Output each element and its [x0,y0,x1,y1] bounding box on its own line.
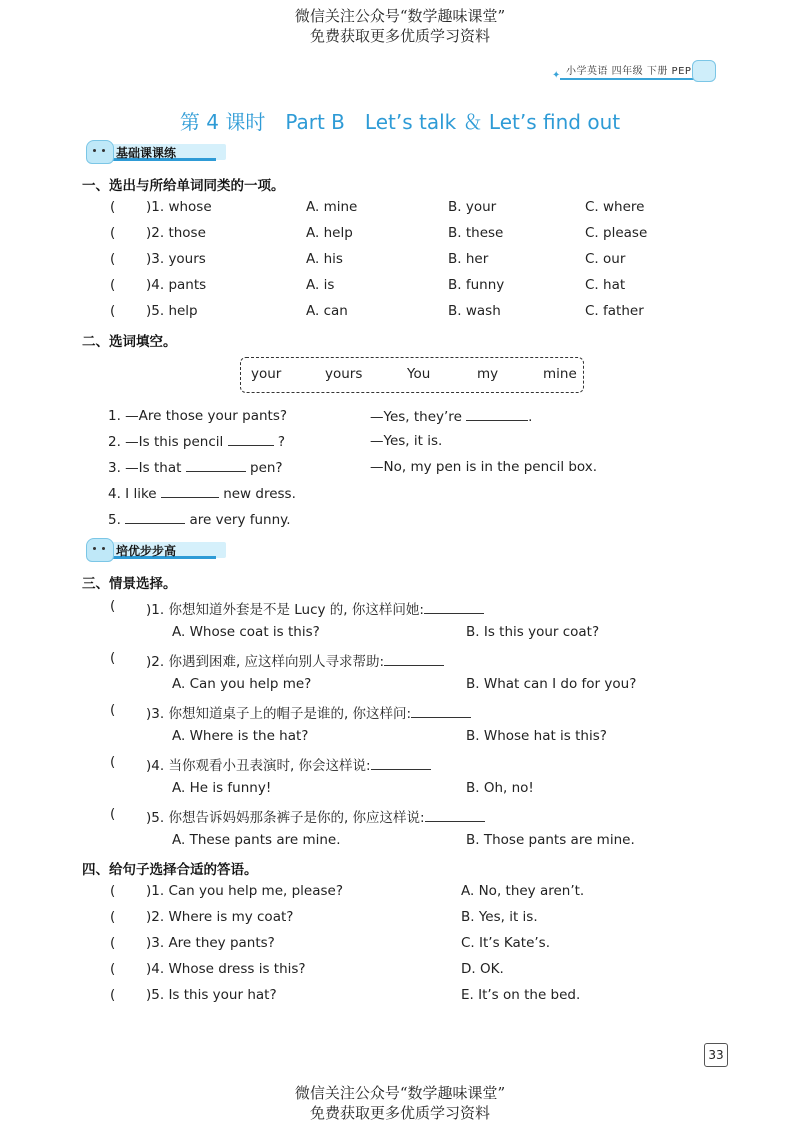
fill-blank[interactable] [411,705,471,718]
watermark-top [0,6,800,46]
star-icon: ✦ [552,70,561,81]
option-a: A. is [306,277,335,293]
section2-heading: 二、选词填空。 [82,334,177,350]
answer-paren[interactable]: ( [110,650,116,666]
item-question: 1. —Are those your pants? [108,408,288,424]
bear-icon [86,140,114,164]
answer-option: E. It’s on the bed. [461,987,581,1003]
item-answer: —Yes, they’re . [370,409,533,425]
word-bank-word: my [477,366,499,382]
fill-blank[interactable] [424,601,484,614]
item-question: )5. Is this your hat? [146,987,277,1003]
fill-blank[interactable] [228,433,274,446]
word-bank-word: yours [325,366,363,382]
option-c: C. our [585,251,626,267]
word-bank [240,357,584,393]
option-a: A. Where is the hat? [172,728,309,744]
option-b: B. Oh, no! [466,780,534,796]
answer-paren[interactable]: ( [110,754,116,770]
answer-paren[interactable]: ( [110,251,116,267]
item-question: )3. 你想知道桌子上的帽子是谁的, 你这样问: [146,702,471,722]
watermark-bottom [0,1083,800,1123]
item-question: )3. Are they pants? [146,935,275,951]
answer-paren[interactable]: ( [110,935,116,951]
word-bank-word: your [251,366,282,382]
fill-blank[interactable] [371,757,431,770]
answer-paren[interactable]: ( [110,277,116,293]
answer-paren[interactable]: ( [110,883,116,899]
item-question: 5. are very funny. [108,512,291,528]
fill-blank[interactable] [186,459,246,472]
item-question: )1. whose [146,199,212,215]
item-question: )2. Where is my coat? [146,909,294,925]
option-b: B. What can I do for you? [466,676,637,692]
option-c: C. please [585,225,648,241]
banner-advanced [86,540,216,560]
item-question: )4. pants [146,277,207,293]
fill-blank[interactable] [425,809,485,822]
bear-icon [692,60,716,82]
item-question: )1. Can you help me, please? [146,883,343,899]
item-question: )5. 你想告诉妈妈那条裤子是你的, 你应这样说: [146,806,485,826]
item-question: 4. I like new dress. [108,486,296,502]
item-question: )3. yours [146,251,206,267]
answer-paren[interactable]: ( [110,303,116,319]
watermark-line-2: 免费获取更多优质学习资料 [309,1104,490,1122]
option-b: B. funny [448,277,505,293]
word-bank-word: mine [543,366,577,382]
item-question: )4. 当你观看小丑表演时, 你会这样说: [146,754,431,774]
answer-paren[interactable]: ( [110,225,116,241]
option-a: A. can [306,303,348,319]
option-b: B. Whose hat is this? [466,728,607,744]
banner-basic [86,142,216,162]
option-b: B. these [448,225,504,241]
option-a: A. mine [306,199,358,215]
item-question: )2. 你遇到困难, 应这样向别人寻求帮助: [146,650,444,670]
fill-blank[interactable] [384,653,444,666]
option-a: A. Can you help me? [172,676,312,692]
item-question: 3. —Is that pen? [108,460,283,476]
item-question: 2. —Is this pencil ? [108,434,286,450]
option-c: C. where [585,199,645,215]
section3-heading: 三、情景选择。 [82,576,177,592]
option-a: A. He is funny! [172,780,272,796]
fill-blank[interactable] [161,485,219,498]
watermark-line-2: 免费获取更多优质学习资料 [309,27,490,45]
answer-paren[interactable]: ( [110,199,116,215]
banner-advanced-label: 培优步步高 [116,544,177,558]
option-a: A. help [306,225,353,241]
section4-heading: 四、给句子选择合适的答语。 [82,862,258,878]
option-a: A. his [306,251,343,267]
answer-paren[interactable]: ( [110,909,116,925]
answer-paren[interactable]: ( [110,987,116,1003]
item-answer: —No, my pen is in the pencil box. [370,459,598,475]
item-question: )4. Whose dress is this? [146,961,306,977]
answer-option: B. Yes, it is. [461,909,538,925]
answer-paren[interactable]: ( [110,598,116,614]
bear-icon [86,538,114,562]
option-b: B. wash [448,303,501,319]
item-answer: —Yes, it is. [370,433,443,449]
watermark-line-1: 微信关注公众号“数学趣味课堂” [294,1084,506,1102]
fill-blank[interactable] [466,408,528,421]
answer-paren[interactable]: ( [110,806,116,822]
item-question: )1. 你想知道外套是不是 Lucy 的, 你这样问她: [146,598,484,618]
option-b: B. Is this your coat? [466,624,600,640]
answer-option: A. No, they aren’t. [461,883,585,899]
section1-heading: 一、选出与所给单词同类的一项。 [82,178,285,194]
option-b: B. her [448,251,489,267]
option-a: A. These pants are mine. [172,832,341,848]
page-number: 33 [704,1043,728,1067]
fill-blank[interactable] [125,511,185,524]
option-b: B. Those pants are mine. [466,832,635,848]
option-a: A. Whose coat is this? [172,624,320,640]
watermark-line-1: 微信关注公众号“数学趣味课堂” [294,7,506,25]
word-bank-word: You [407,366,431,382]
answer-option: C. It’s Kate’s. [461,935,551,951]
lesson-title: 第 4 课时 Part B Let’s talk ＆ Let’s find out [179,110,621,134]
series-label: 小学英语 四年级 下册 PEP [566,66,692,77]
answer-paren[interactable]: ( [110,961,116,977]
item-question: )2. those [146,225,206,241]
answer-option: D. OK. [461,961,504,977]
option-b: B. your [448,199,497,215]
header-rule [560,78,694,80]
option-c: C. father [585,303,644,319]
item-question: )5. help [146,303,198,319]
answer-paren[interactable]: ( [110,702,116,718]
banner-basic-label: 基础课课练 [116,146,177,160]
option-c: C. hat [585,277,626,293]
